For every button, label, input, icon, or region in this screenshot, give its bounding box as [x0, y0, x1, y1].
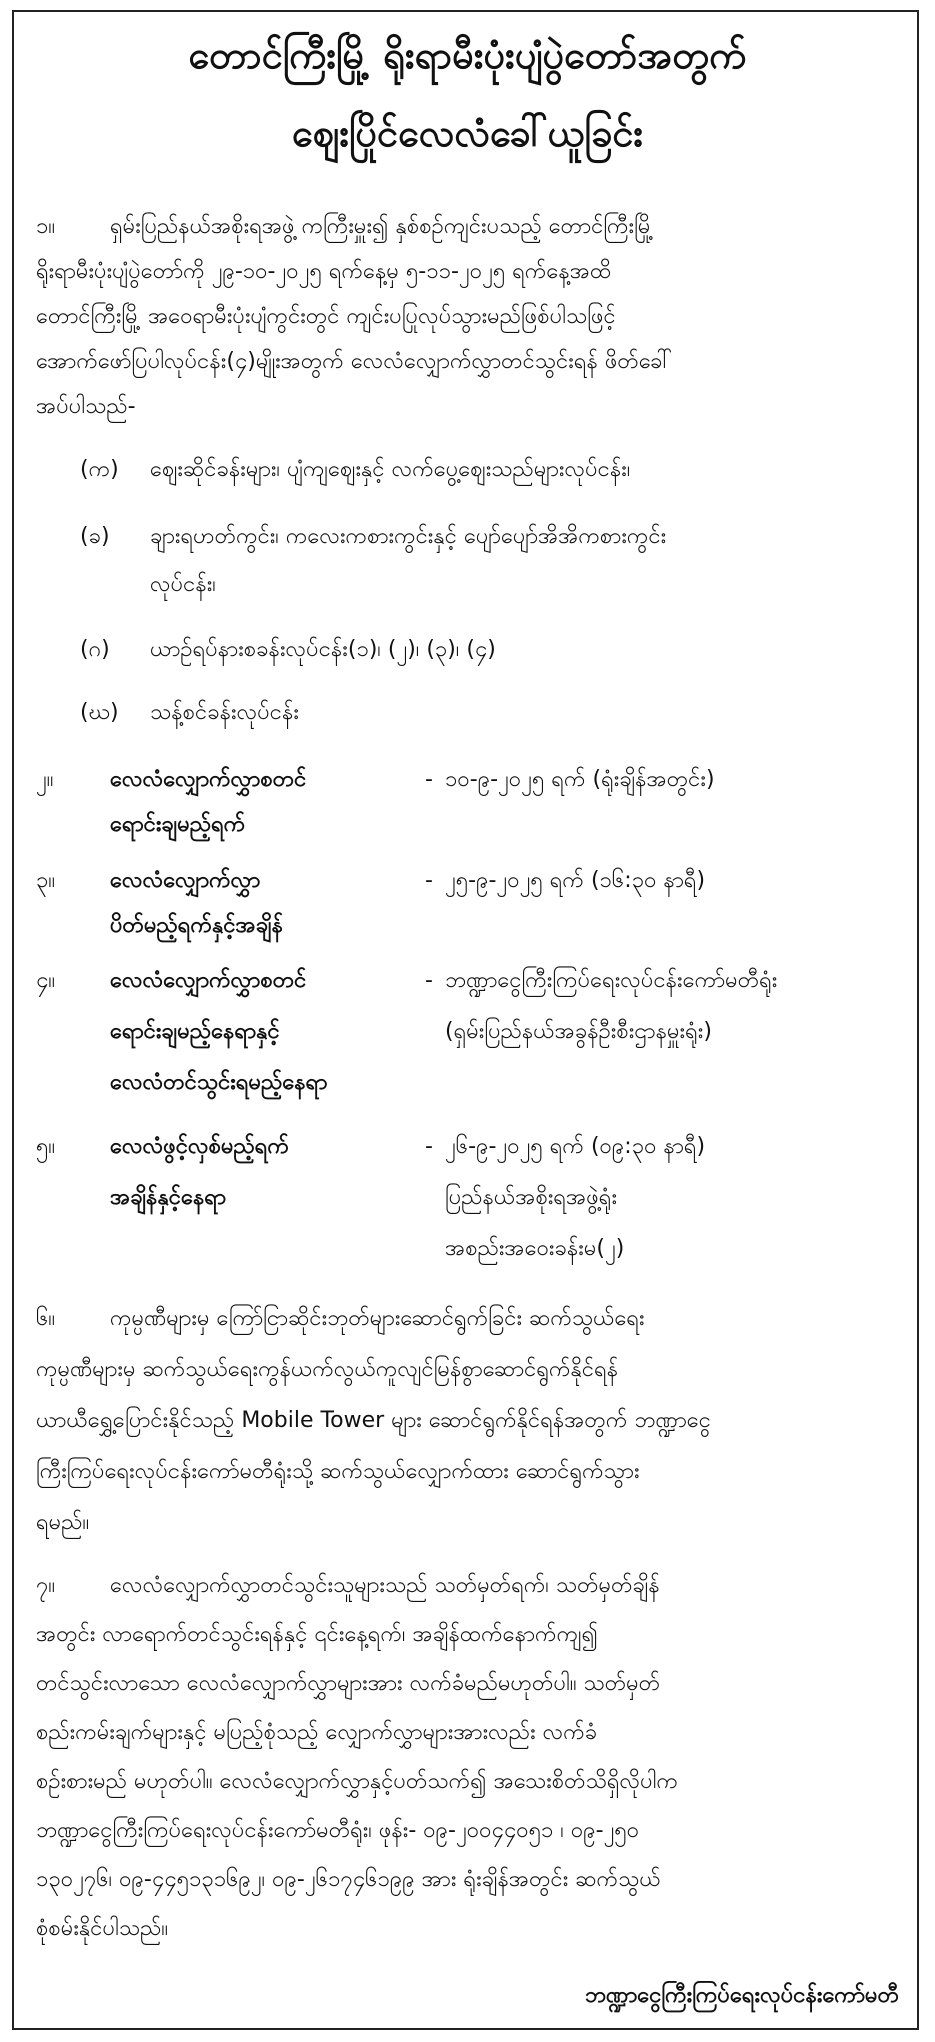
sub-item-text: ချားရဟတ်ကွင်း၊ ကလေးကစားကွင်းနှင့် ပျော်ပျော်အိအိကစားကွင်း [150, 524, 667, 549]
schedule-value: အစည်းအဝေးခန်းမ(၂) [445, 1236, 625, 1261]
schedule-label: အချိန်နှင့်နေရာ [110, 1185, 227, 1210]
schedule-label: ပိတ်မည့်ရက်နှင့်အချိန် [110, 913, 283, 938]
para7-line: ၁၃၀၂၇၆၊ ၀၉-၄၄၅၁၃၁၆၉၂၊ ၀၉-၂၆၁၇၄၆၁၉၉ အား ရုံးချိန်အတွင်း ဆက်သွယ် [36, 1867, 661, 1892]
para1-line: တောင်ကြီးမြို့ အဝေရာမီးပုံးပျံကွင်းတွင် ကျင်းပပြုလုပ်သွားမည်ဖြစ်ပါသဖြင့် [36, 304, 616, 329]
schedule-label: လေလံဖွင့်လှစ်မည့်ရက် [110, 1134, 289, 1159]
schedule-value: ဘဏ္ဍာငွေကြီးကြပ်ရေးလုပ်ငန်းကော်မတီရုံး [445, 968, 778, 993]
schedule-label: လေလံလျှောက်လွှာ [110, 868, 261, 893]
schedule-number: ၃။ [36, 868, 56, 893]
para1-line: အောက်ဖော်ပြပါလုပ်ငန်း(၄)မျိုးအတွက် လေလံလျှောက်လွှာတင်သွင်းရန် ဖိတ်ခေါ် [36, 349, 673, 374]
para7-line: လေလံလျှောက်လွှာတင်သွင်းသူများသည် သတ်မှတ်ရက်၊ သတ်မှတ်ချိန် [110, 1573, 660, 1598]
sub-item-mark: (ဂ) [80, 637, 110, 662]
para1-line: ရှမ်းပြည်နယ်အစိုးရအဖွဲ့ ကကြီးမှူး၍ နှစ်စဉ်ကျင်းပသည့် တောင်ကြီးမြို့ [110, 214, 654, 239]
para7-line: တင်သွင်းလာသော လေလံလျှောက်လွှာများအား လက်ခံမည်မဟုတ်ပါ။ သတ်မှတ် [36, 1671, 661, 1696]
para6-line: ကုမ္ပဏီများမှ ဆက်သွယ်ရေးကွန်ယက်လွယ်ကူလျင်မြန်စွာဆောင်ရွက်နိုင်ရန် [36, 1357, 619, 1382]
schedule-label: လေလံလျှောက်လွှာစတင် [110, 767, 307, 792]
para1-line: ရိုးရာမီးပုံးပျံပွဲတော်ကို ၂၉-၁၀-၂၀၂၅ ရက်နေ့မှ ၅-၁၁-၂၀၂၅ ရက်နေ့အထိ [36, 259, 612, 284]
schedule-label: လေလံလျှောက်လွှာစတင် [110, 968, 307, 993]
sub-item-text: သန့်စင်ခန်းလုပ်ငန်း [150, 700, 299, 725]
para6-number: ၆။ [36, 1306, 56, 1331]
para1-line: အပ်ပါသည်- [36, 394, 136, 419]
schedule-value: ၂၆-၉-၂၀၂၅ ရက် (၀၉:၃၀ နာရီ) [445, 1134, 706, 1159]
sub-item-text: ဈေးဆိုင်ခန်းများ၊ ပျံကျဈေးနှင့် လက်ပွေ့ဈေးသည်များလုပ်ငန်း၊ [150, 457, 631, 482]
schedule-value: ၂၅-၉-၂၀၂၅ ရက် (၁၆:၃၀ နာရီ) [445, 868, 706, 893]
schedule-label: ရောင်းချမည့်ရက် [110, 812, 246, 837]
schedule-value: (ရှမ်းပြည်နယ်အခွန်ဦးစီးဌာနမှူးရုံး) [445, 1019, 712, 1044]
schedule-number: ၄။ [36, 968, 56, 993]
schedule-dash: - [425, 968, 433, 993]
schedule-dash: - [425, 767, 433, 792]
para7-line: စုံစမ်းနိုင်ပါသည်။ [36, 1916, 169, 1941]
schedule-label: ရောင်းချမည့်နေရာနှင့် [110, 1019, 280, 1044]
notice-title-line1: တောင်ကြီးမြို့ ရိုးရာမီးပုံးပျံပွဲတော်အတွက် [188, 33, 747, 77]
sub-item-mark: (က) [80, 457, 119, 482]
schedule-dash: - [425, 868, 433, 893]
sub-item-mark: (ခ) [80, 524, 110, 549]
sub-item-mark: (ဃ) [80, 700, 119, 725]
para7-line: စည်းကမ်းချက်များနှင့် မပြည့်စုံသည့် လျှောက်လွှာများအားလည်း လက်ခံ [36, 1720, 598, 1745]
para7-number: ၇။ [36, 1573, 56, 1598]
sub-item-text: လုပ်ငန်း၊ [150, 572, 216, 597]
schedule-dash: - [425, 1134, 433, 1159]
schedule-number: ၅။ [36, 1134, 56, 1159]
schedule-value: ပြည်နယ်အစိုးရအဖွဲ့ရုံး [445, 1185, 618, 1210]
para6-line: ရမည်။ [36, 1510, 90, 1535]
schedule-number: ၂။ [36, 767, 54, 792]
para1-number: ၁။ [36, 214, 56, 239]
para6-line: ကြီးကြပ်ရေးလုပ်ငန်းကော်မတီရုံးသို့ ဆက်သွယ်လျှောက်ထား ဆောင်ရွက်သွား [36, 1459, 640, 1484]
schedule-value: ၁၀-၉-၂၀၂၅ ရက် (ရုံးချိန်အတွင်း) [445, 767, 715, 792]
para7-line: ဘဏ္ဍာငွေကြီးကြပ်ရေးလုပ်ငန်းကော်မတီရုံး၊ ဖုန်း- ၀၉-၂၀၀၄၄၀၅၁ ၊ ၀၉-၂၅၀ [36, 1818, 640, 1843]
notice-title-line2: ဈေးပြိုင်လေလံခေါ်ယူခြင်း [291, 111, 644, 155]
para6-line: ကုမ္ပဏီများမှ ကြော်ငြာဆိုင်းဘုတ်များဆောင်ရွက်ခြင်း ဆက်သွယ်ရေး [110, 1306, 645, 1331]
para7-line: စဉ်းစားမည် မဟုတ်ပါ။ လေလံလျှောက်လွှာနှင့်ပတ်သက်၍ အသေးစိတ်သိရှိလိုပါက [36, 1769, 678, 1794]
para6-line: ယာယီရွှေ့ပြောင်းနိုင်သည့် Mobile Tower များ ဆောင်ရွက်နိုင်ရန်အတွက် ဘဏ္ဍာငွေ [36, 1408, 711, 1433]
sub-item-text: ယာဉ်ရပ်နားစခန်းလုပ်ငန်း(၁)၊ (၂)၊ (၃)၊ (၄) [150, 637, 496, 662]
schedule-label: လေလံတင်သွင်းရမည့်နေရာ [110, 1070, 328, 1095]
para7-line: အတွင်း လာရောက်တင်သွင်းရန်နှင့် ၎င်းနေ့ရက်၊ အချိန်ထက်နောက်ကျ၍ [36, 1622, 599, 1647]
signature-committee: ဘဏ္ဍာငွေကြီးကြပ်ရေးလုပ်ငန်းကော်မတီ [584, 1983, 899, 2008]
